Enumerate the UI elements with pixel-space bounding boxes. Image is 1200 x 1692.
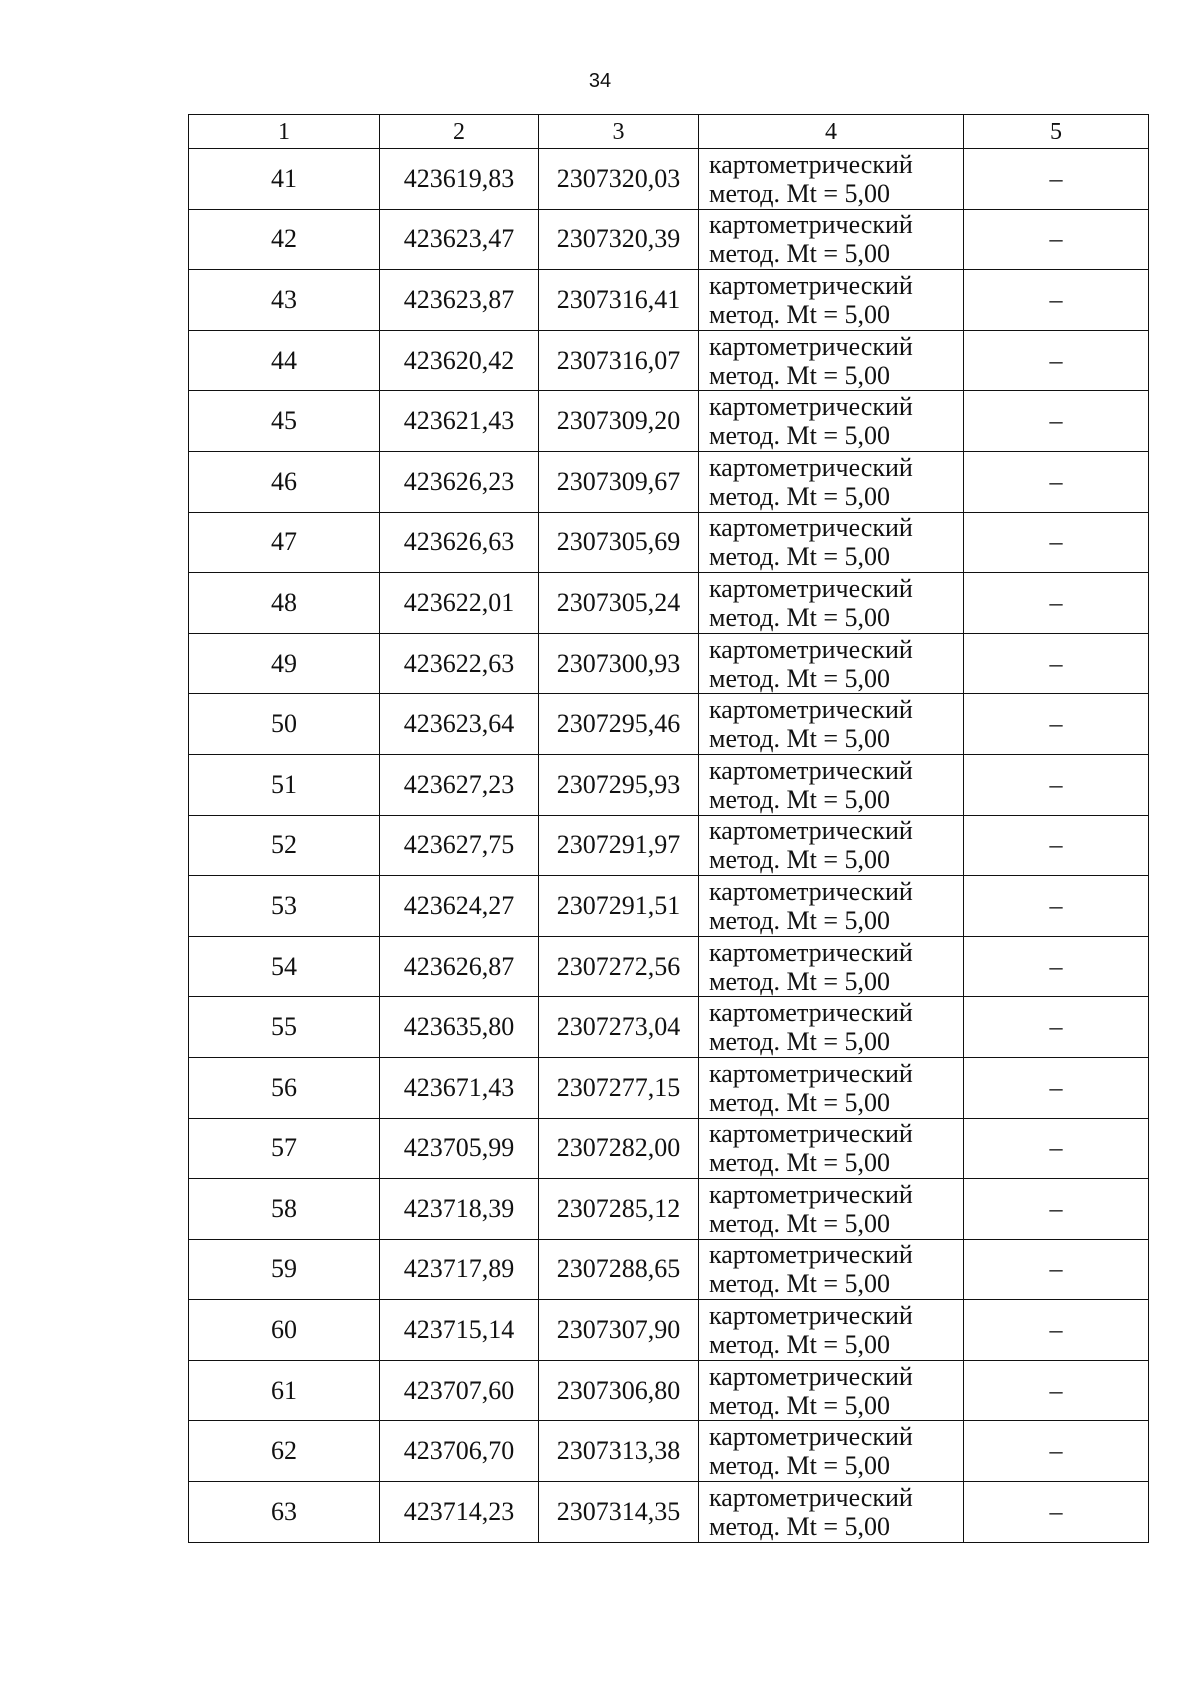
point-number-cell: 63 [189, 1482, 380, 1543]
column-header-2: 2 [380, 115, 539, 149]
x-coordinate-cell: 423671,43 [380, 1057, 539, 1118]
x-coordinate-cell: 423626,63 [380, 512, 539, 573]
method-line-1: картометрический [709, 695, 913, 725]
table-row [189, 391, 1149, 452]
x-coordinate-cell: 423718,39 [380, 1179, 539, 1240]
x-coordinate-cell: 423622,63 [380, 633, 539, 694]
method-line-2: метод. Mt = 5,00 [709, 299, 890, 329]
y-coordinate-cell: 2307291,51 [539, 876, 699, 937]
table-row [189, 573, 1149, 634]
table-row [189, 1300, 1149, 1361]
method-line-1: картометрический [709, 392, 913, 422]
point-number-cell: 48 [189, 573, 380, 634]
description-cell: – [964, 754, 1149, 815]
method-line-2: метод. Mt = 5,00 [709, 784, 890, 814]
y-coordinate-cell: 2307307,90 [539, 1300, 699, 1361]
point-number-cell: 44 [189, 330, 380, 391]
x-coordinate-cell: 423627,23 [380, 754, 539, 815]
method-line-1: картометрический [709, 1422, 913, 1452]
method-line-1: картометрический [709, 513, 913, 543]
point-number-cell: 59 [189, 1239, 380, 1300]
method-line-2: метод. Mt = 5,00 [709, 1208, 890, 1238]
table-row [189, 997, 1149, 1058]
method-cell [699, 1179, 964, 1240]
method-line-2: метод. Mt = 5,00 [709, 724, 890, 754]
table-row [189, 209, 1149, 270]
method-line-2: метод. Mt = 5,00 [709, 602, 890, 632]
y-coordinate-cell: 2307305,69 [539, 512, 699, 573]
method-line-1: картометрический [709, 634, 913, 664]
coordinates-table [188, 114, 1149, 1543]
table-row [189, 1421, 1149, 1482]
point-number-cell: 54 [189, 936, 380, 997]
point-number-cell: 61 [189, 1360, 380, 1421]
point-number-cell: 57 [189, 1118, 380, 1179]
description-cell: – [964, 633, 1149, 694]
column-header-3: 3 [539, 115, 699, 149]
method-line-1: картометрический [709, 937, 913, 967]
point-number-cell: 60 [189, 1300, 380, 1361]
method-cell [699, 1421, 964, 1482]
method-cell [699, 1360, 964, 1421]
table-header-row [189, 115, 1149, 149]
table-body [189, 149, 1149, 1543]
table-row [189, 1360, 1149, 1421]
method-cell [699, 1118, 964, 1179]
description-cell: – [964, 1421, 1149, 1482]
table-row [189, 1057, 1149, 1118]
description-cell: – [964, 1057, 1149, 1118]
y-coordinate-cell: 2307282,00 [539, 1118, 699, 1179]
x-coordinate-cell: 423635,80 [380, 997, 539, 1058]
method-line-1: картометрический [709, 998, 913, 1028]
table-row [189, 1179, 1149, 1240]
method-cell [699, 815, 964, 876]
method-line-2: метод. Mt = 5,00 [709, 663, 890, 693]
y-coordinate-cell: 2307272,56 [539, 936, 699, 997]
method-line-1: картометрический [709, 1119, 913, 1149]
x-coordinate-cell: 423623,64 [380, 694, 539, 755]
method-line-1: картометрический [709, 1179, 913, 1209]
method-cell [699, 270, 964, 331]
y-coordinate-cell: 2307291,97 [539, 815, 699, 876]
method-line-2: метод. Mt = 5,00 [709, 239, 890, 269]
point-number-cell: 43 [189, 270, 380, 331]
method-cell [699, 936, 964, 997]
x-coordinate-cell: 423626,23 [380, 451, 539, 512]
point-number-cell: 55 [189, 997, 380, 1058]
point-number-cell: 52 [189, 815, 380, 876]
method-line-2: метод. Mt = 5,00 [709, 1451, 890, 1481]
column-header-5: 5 [964, 115, 1149, 149]
point-number-cell: 45 [189, 391, 380, 452]
method-cell [699, 876, 964, 937]
description-cell: – [964, 876, 1149, 937]
description-cell: – [964, 1360, 1149, 1421]
x-coordinate-cell: 423717,89 [380, 1239, 539, 1300]
y-coordinate-cell: 2307309,20 [539, 391, 699, 452]
y-coordinate-cell: 2307295,46 [539, 694, 699, 755]
x-coordinate-cell: 423715,14 [380, 1300, 539, 1361]
method-line-2: метод. Mt = 5,00 [709, 1511, 890, 1541]
table-row [189, 936, 1149, 997]
method-line-1: картометрический [709, 1361, 913, 1391]
table-row [189, 633, 1149, 694]
method-line-2: метод. Mt = 5,00 [709, 905, 890, 935]
method-cell [699, 1239, 964, 1300]
table-row [189, 149, 1149, 210]
table-row [189, 694, 1149, 755]
method-cell [699, 1482, 964, 1543]
table-row [189, 451, 1149, 512]
method-line-1: картометрический [709, 573, 913, 603]
method-line-2: метод. Mt = 5,00 [709, 966, 890, 996]
description-cell: – [964, 391, 1149, 452]
description-cell: – [964, 209, 1149, 270]
method-line-1: картометрический [709, 755, 913, 785]
table-row [189, 876, 1149, 937]
method-cell [699, 694, 964, 755]
method-cell [699, 754, 964, 815]
method-cell [699, 573, 964, 634]
x-coordinate-cell: 423707,60 [380, 1360, 539, 1421]
method-line-2: метод. Mt = 5,00 [709, 421, 890, 451]
description-cell: – [964, 451, 1149, 512]
table-row [189, 1239, 1149, 1300]
column-header-4: 4 [699, 115, 964, 149]
point-number-cell: 49 [189, 633, 380, 694]
y-coordinate-cell: 2307277,15 [539, 1057, 699, 1118]
description-cell: – [964, 997, 1149, 1058]
y-coordinate-cell: 2307300,93 [539, 633, 699, 694]
method-cell [699, 391, 964, 452]
method-line-2: метод. Mt = 5,00 [709, 1269, 890, 1299]
method-line-1: картометрический [709, 816, 913, 846]
method-line-1: картометрический [709, 1301, 913, 1331]
method-cell [699, 512, 964, 573]
y-coordinate-cell: 2307316,07 [539, 330, 699, 391]
y-coordinate-cell: 2307314,35 [539, 1482, 699, 1543]
point-number-cell: 41 [189, 149, 380, 210]
table-row [189, 512, 1149, 573]
table-row [189, 330, 1149, 391]
table-row [189, 754, 1149, 815]
description-cell: – [964, 815, 1149, 876]
method-cell [699, 633, 964, 694]
description-cell: – [964, 1179, 1149, 1240]
point-number-cell: 50 [189, 694, 380, 755]
x-coordinate-cell: 423627,75 [380, 815, 539, 876]
x-coordinate-cell: 423623,47 [380, 209, 539, 270]
point-number-cell: 51 [189, 754, 380, 815]
point-number-cell: 47 [189, 512, 380, 573]
method-line-1: картометрический [709, 149, 913, 179]
point-number-cell: 56 [189, 1057, 380, 1118]
x-coordinate-cell: 423619,83 [380, 149, 539, 210]
method-line-2: метод. Mt = 5,00 [709, 1148, 890, 1178]
table-row [189, 1118, 1149, 1179]
x-coordinate-cell: 423714,23 [380, 1482, 539, 1543]
y-coordinate-cell: 2307316,41 [539, 270, 699, 331]
method-cell [699, 209, 964, 270]
method-line-2: метод. Mt = 5,00 [709, 1027, 890, 1057]
y-coordinate-cell: 2307285,12 [539, 1179, 699, 1240]
x-coordinate-cell: 423621,43 [380, 391, 539, 452]
method-cell [699, 1057, 964, 1118]
method-line-2: метод. Mt = 5,00 [709, 1087, 890, 1117]
y-coordinate-cell: 2307309,67 [539, 451, 699, 512]
description-cell: – [964, 512, 1149, 573]
point-number-cell: 58 [189, 1179, 380, 1240]
method-line-2: метод. Mt = 5,00 [709, 1390, 890, 1420]
description-cell: – [964, 270, 1149, 331]
description-cell: – [964, 1300, 1149, 1361]
method-line-1: картометрический [709, 1240, 913, 1270]
method-line-2: метод. Mt = 5,00 [709, 481, 890, 511]
y-coordinate-cell: 2307313,38 [539, 1421, 699, 1482]
x-coordinate-cell: 423706,70 [380, 1421, 539, 1482]
description-cell: – [964, 573, 1149, 634]
description-cell: – [964, 1239, 1149, 1300]
method-cell [699, 330, 964, 391]
method-line-1: картометрический [709, 210, 913, 240]
description-cell: – [964, 1482, 1149, 1543]
column-header-1: 1 [189, 115, 380, 149]
y-coordinate-cell: 2307295,93 [539, 754, 699, 815]
method-line-1: картометрический [709, 1058, 913, 1088]
y-coordinate-cell: 2307320,03 [539, 149, 699, 210]
table-row [189, 270, 1149, 331]
description-cell: – [964, 1118, 1149, 1179]
y-coordinate-cell: 2307306,80 [539, 1360, 699, 1421]
table-row [189, 1482, 1149, 1543]
method-cell [699, 1300, 964, 1361]
x-coordinate-cell: 423622,01 [380, 573, 539, 634]
description-cell: – [964, 694, 1149, 755]
description-cell: – [964, 149, 1149, 210]
x-coordinate-cell: 423620,42 [380, 330, 539, 391]
description-cell: – [964, 936, 1149, 997]
method-cell [699, 451, 964, 512]
point-number-cell: 42 [189, 209, 380, 270]
y-coordinate-cell: 2307320,39 [539, 209, 699, 270]
method-line-2: метод. Mt = 5,00 [709, 178, 890, 208]
y-coordinate-cell: 2307288,65 [539, 1239, 699, 1300]
x-coordinate-cell: 423623,87 [380, 270, 539, 331]
method-cell [699, 997, 964, 1058]
method-line-1: картометрический [709, 270, 913, 300]
method-line-1: картометрический [709, 1482, 913, 1512]
method-line-2: метод. Mt = 5,00 [709, 845, 890, 875]
table-row [189, 815, 1149, 876]
method-cell [699, 149, 964, 210]
method-line-1: картометрический [709, 876, 913, 906]
method-line-1: картометрический [709, 331, 913, 361]
y-coordinate-cell: 2307273,04 [539, 997, 699, 1058]
x-coordinate-cell: 423705,99 [380, 1118, 539, 1179]
point-number-cell: 46 [189, 451, 380, 512]
x-coordinate-cell: 423624,27 [380, 876, 539, 937]
page-number: 34 [588, 70, 612, 92]
method-line-2: метод. Mt = 5,00 [709, 542, 890, 572]
description-cell: – [964, 330, 1149, 391]
point-number-cell: 53 [189, 876, 380, 937]
method-line-2: метод. Mt = 5,00 [709, 1330, 890, 1360]
method-line-2: метод. Mt = 5,00 [709, 360, 890, 390]
x-coordinate-cell: 423626,87 [380, 936, 539, 997]
point-number-cell: 62 [189, 1421, 380, 1482]
method-line-1: картометрический [709, 452, 913, 482]
y-coordinate-cell: 2307305,24 [539, 573, 699, 634]
